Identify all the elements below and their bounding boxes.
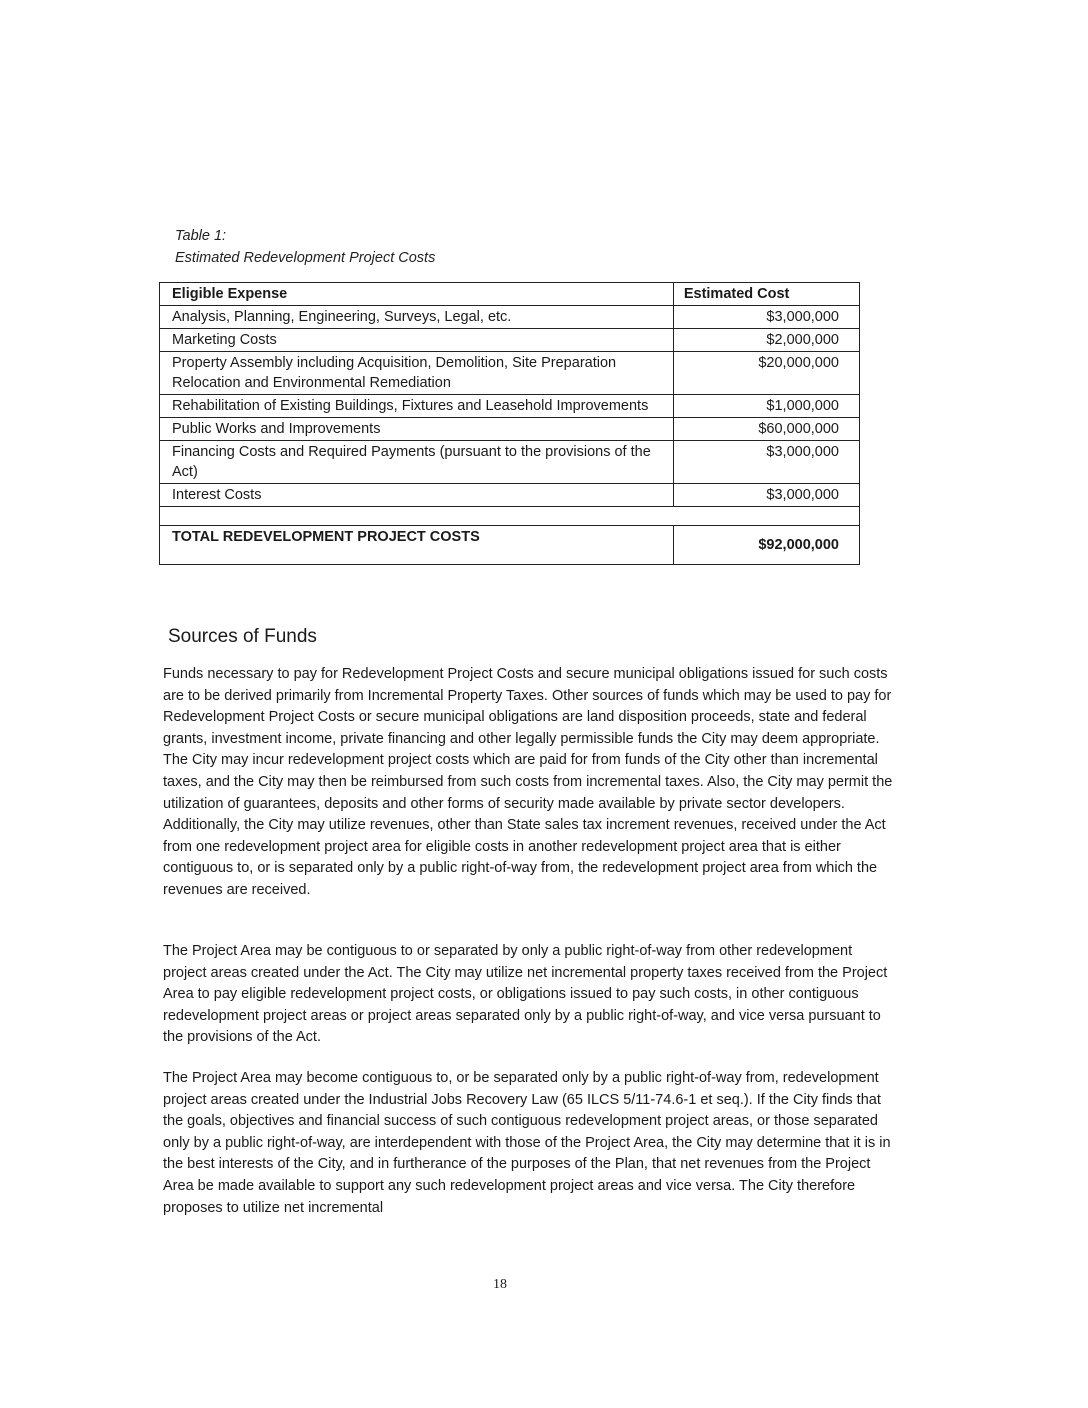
- expense-cell: Rehabilitation of Existing Buildings, Fixtures and Leasehold Improvements: [160, 395, 674, 418]
- body-paragraph: Funds necessary to pay for Redevelopment Project Costs and secure municipal obligations issued for such costs are to be derived primarily from Incremental Property Taxes. Other sources of funds which may be used to pay for Redevelopment Project Costs or secure municipal obligations are land disposition proceeds, state and federal grants, investment income, private financing and other legally permissible funds the City may deem appropriate. The City may incur redevelopment project costs which are paid for from funds of the City other than incremental taxes, and the City may then be reimbursed from such costs from incremental taxes. Also, the City may permit the utilization of guarantees, deposits and other forms of security made available by private sector developers. Additionally, the City may utilize revenues, other than State sales tax increment revenues, received under the Act from one redevelopment project area for eligible costs in another redevelopment project area that is either contiguous to, or is separated only by a public right-of-way from, the redevelopment project area from which the revenues are received.: [163, 666, 893, 898]
- table-caption-number: Table 1:: [175, 228, 227, 244]
- table-header-row: [160, 283, 860, 306]
- cost-cell: $3,000,000: [673, 484, 859, 507]
- expense-cell: Financing Costs and Required Payments (pursuant to the provisions of the Act): [160, 441, 674, 484]
- spacer-cell: [160, 507, 860, 526]
- page-number-text: 18: [493, 1277, 507, 1292]
- cost-cell: $2,000,000: [673, 329, 859, 352]
- page-number: [0, 1277, 1000, 1293]
- project-costs-table: [159, 282, 860, 565]
- expense-cell: Marketing Costs: [160, 329, 674, 352]
- table-row: [160, 329, 860, 352]
- table-row: [160, 306, 860, 329]
- expense-cell: Property Assembly including Acquisition, Demolition, Site Preparation Relocation and Environmental Remediation: [160, 352, 674, 395]
- section-heading: Sources of Funds: [168, 626, 317, 647]
- total-label: TOTAL REDEVELOPMENT PROJECT COSTS: [160, 526, 674, 565]
- body-paragraph: The Project Area may become contiguous to, or be separated only by a public right-of-way from, redevelopment project areas created under the Industrial Jobs Recovery Law (65 ILCS 5/11-74.6-1 et seq.). If the City finds that the goals, objectives and financial success of such contiguous redevelopment project areas, or those separated only by a public right-of-way, are interdependent with those of the Project Area, the City may determine that it is in the best interests of the City, and in furtherance of the purposes of the Plan, that net revenues from the Project Area be made available to support any such redevelopment project areas and vice versa. The City therefore proposes to utilize net incremental: [163, 1070, 891, 1216]
- table-row: [160, 441, 860, 484]
- cost-cell: $3,000,000: [673, 441, 859, 484]
- table-row: [160, 418, 860, 441]
- cost-cell: $3,000,000: [673, 306, 859, 329]
- expense-cell: Analysis, Planning, Engineering, Surveys, Legal, etc.: [160, 306, 674, 329]
- header-estimated-cost: Estimated Cost: [673, 283, 859, 306]
- cost-cell: $60,000,000: [673, 418, 859, 441]
- header-eligible-expense: Eligible Expense: [160, 283, 674, 306]
- expense-cell: Public Works and Improvements: [160, 418, 674, 441]
- body-paragraph: The Project Area may be contiguous to or separated by only a public right-of-way from other redevelopment project areas created under the Act. The City may utilize net incremental property taxes received from the Project Area to pay eligible redevelopment project costs, or obligations issued to pay such costs, in other contiguous redevelopment project areas or project areas separated only by a public right-of-way, and vice versa pursuant to the provisions of the Act.: [163, 943, 888, 1046]
- cost-cell: $1,000,000: [673, 395, 859, 418]
- table-spacer-row: [160, 507, 860, 526]
- table-total-row: [160, 526, 860, 565]
- expense-cell: Interest Costs: [160, 484, 674, 507]
- total-cost: $92,000,000: [673, 526, 859, 565]
- table-caption-title: Estimated Redevelopment Project Costs: [175, 250, 436, 266]
- cost-cell: $20,000,000: [673, 352, 859, 395]
- table-row: [160, 395, 860, 418]
- table-row: [160, 352, 860, 395]
- table-row: [160, 484, 860, 507]
